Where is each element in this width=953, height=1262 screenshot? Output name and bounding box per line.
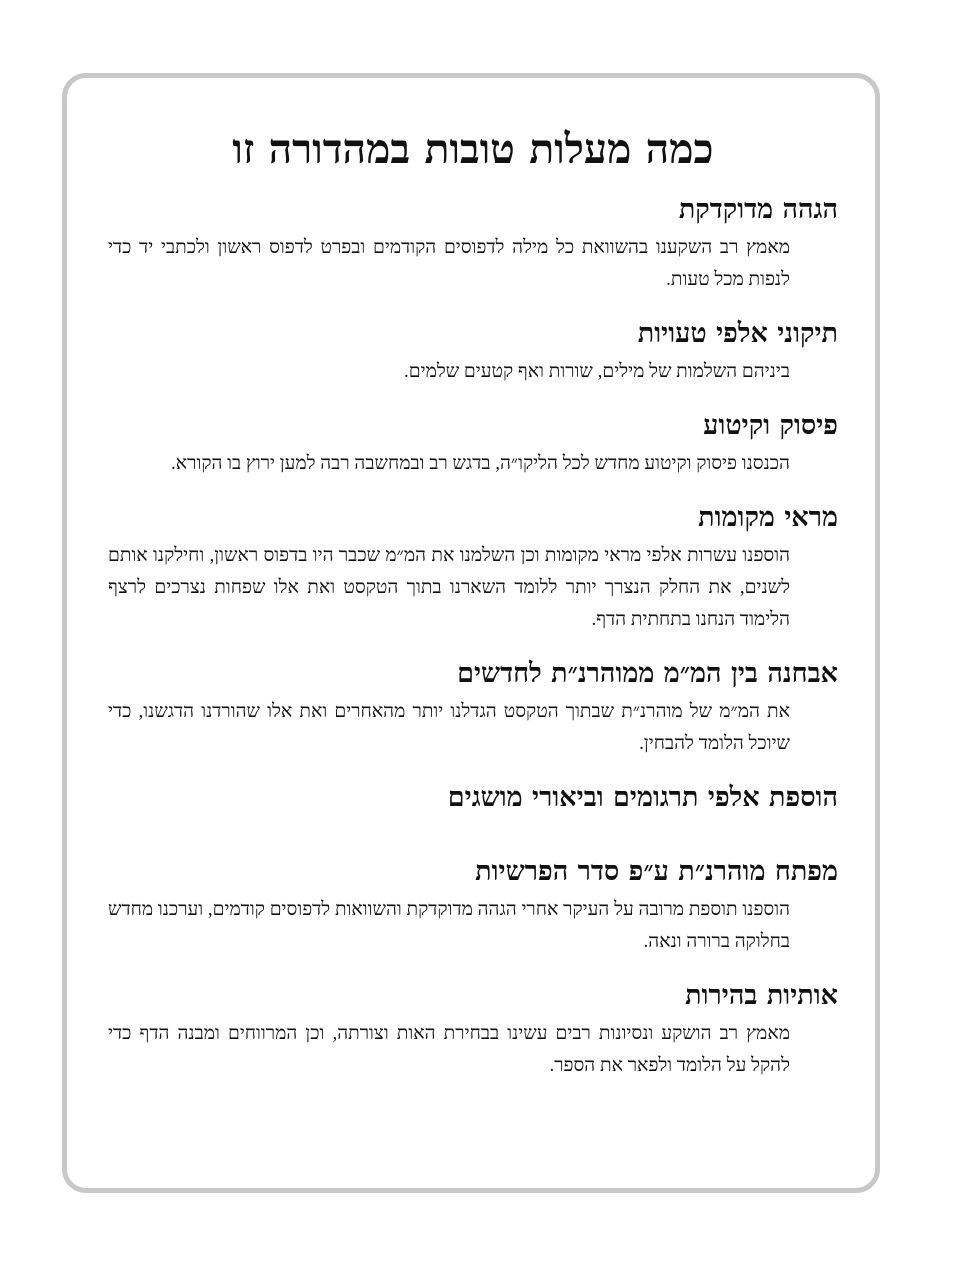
section-text: את המ״מ של מוהרנ״ת שבתוך הטקסט הגדלנו יותר מהאחרים ואת אלו שהורדנו הדגשנו, כדי שיוכל הלומד להבחין. <box>108 701 790 754</box>
section-index <box>108 852 838 958</box>
section-heading: מפתח מוהרנ״ת ע״פ סדר הפרשיות <box>475 856 838 887</box>
section-heading: פיסוק וקיטוע <box>703 410 838 441</box>
section-text: מאמץ רב השקענו בהשוואת כל מילה לדפוסים הקודמים ובפרט לדפוס ראשון ולכתבי יד כדי לנפות מכל טעות. <box>108 237 790 290</box>
section-reference-distinction <box>108 654 838 760</box>
section-clear-letters <box>108 976 838 1082</box>
section-heading: הוספת אלפי תרגומים וביאורי מושגים <box>447 782 838 813</box>
document-content <box>108 122 838 1100</box>
section-text: מאמץ רב הושקע ונסיונות רבים עשינו בבחירת האות וצורתה, וכן המרווחים ומבנה הדף כדי להקל על הלומד ולפאר את הספר. <box>108 1023 790 1076</box>
page-title: כמה מעלות טובות במהדורה זו <box>232 125 714 173</box>
section-translations <box>108 778 838 818</box>
section-punctuation <box>108 406 838 480</box>
section-text: הכנסנו פיסוק וקיטוע מחדש לכל הליקו״ה, בדגש רב ובמחשבה רבה למען ירוץ בו הקורא. <box>170 453 790 474</box>
section-heading: תיקוני אלפי טעויות <box>637 318 838 349</box>
section-source-references <box>108 498 838 636</box>
section-text: הוספנו עשרות אלפי מראי מקומות וכן השלמנו את המ״מ שכבר היו בדפוס ראשון, וחילקנו אותם לשנים, את החלק הנצרך יותר ללומד השארנו בתוך הטקסט ואת אלו שפחות נצרכים לרצף הלימוד הנחנו בתחתית הדף. <box>108 545 790 630</box>
section-error-corrections <box>108 314 838 388</box>
section-heading: אבחנה בין המ״מ ממוהרנ״ת לחדשים <box>457 658 838 689</box>
section-heading: אותיות בהירות <box>685 980 838 1011</box>
section-text: הוספנו תוספת מרובה על העיקר אחרי הגהה מדוקדקת והשוואות לדפוסים קודמים, וערכנו מחדש בחלוקה ברורה ונאה. <box>108 899 790 952</box>
section-text: ביניהם השלמות של מילים, שורות ואף קטעים שלמים. <box>403 361 790 382</box>
section-accurate-proofreading <box>108 190 838 296</box>
section-heading: הגהה מדוקדקת <box>678 194 838 225</box>
section-heading: מראי מקומות <box>698 502 838 533</box>
